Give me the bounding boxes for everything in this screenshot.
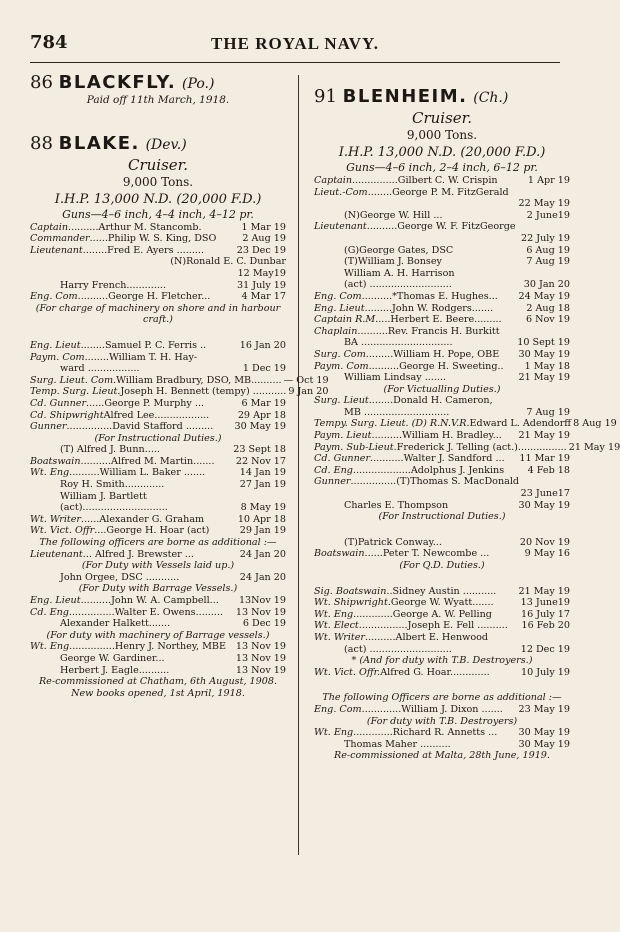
seniority-date: 24 May 19 [518,290,570,302]
rank: Wt. Writer [30,513,82,525]
ship-blenheim-heading [314,86,570,109]
officer-entry [314,704,570,716]
note-line: Re-commissioned at Chatham, 6th August, 1908. [38,676,278,688]
officer-entry [314,500,570,512]
officer-entry [314,314,570,326]
officer-entry [30,340,286,352]
officer-entry [314,245,570,257]
officer-name: ..Sidney Austin ........... [386,585,497,597]
seniority-date: 16 Feb 20 [521,620,570,632]
entry-continuation: 23 June17 [520,488,570,500]
officer-entry [30,525,286,537]
officer-entry [314,291,570,303]
officer-entry [314,597,570,609]
rank: Gunner [30,421,67,433]
rank: Lieutenant [30,244,83,256]
officer-name: ....Herbert E. Beere......... [378,314,502,326]
ship-horsepower: I.H.P. 13,000 N.D. (20,000 F.D.) [338,145,546,160]
seniority-date: 21 May 19 [568,441,620,453]
officer-name: William A. H. Harrison [344,267,455,279]
officer-entry [30,444,286,456]
seniority-date: 6 Dec 19 [242,618,286,630]
officer-entry [30,352,286,364]
officer-name: Edward L. Adendorff [469,418,572,430]
officer-name: ...............(T)Thomas S. MacDonald [350,476,520,488]
officer-entry [314,644,570,656]
officer-entry [30,398,286,410]
spacer [314,572,570,586]
seniority-date: 13 Nov 19 [235,652,286,664]
officer-entry [30,291,286,303]
officer-entry [314,548,570,560]
officer-name: ...............David Stafford ......... [66,421,214,433]
officer-entry [30,572,286,584]
officer-entry [314,349,570,361]
officer-name: George W. Gardiner... [60,652,165,664]
officer-name: ......Philip W. S. King, DSO [89,233,217,245]
officer-entry [314,632,570,644]
rank: Paym. Lieut [314,430,372,442]
officer-entry [30,363,286,375]
officer-name: ........William H. Pope, OBE [368,348,500,360]
ship-name: BLAKE. [58,132,140,154]
column-divider [298,75,299,855]
note-line: The following officers are borne as additional :— [39,537,277,549]
seniority-date: 30 Jan 20 [523,279,570,291]
officer-name: William J. Bartlett [60,490,147,502]
seniority-date: 4 Feb 18 [527,464,570,476]
note-line: (For charge of machinery on shore and in harbour craft.) [35,302,281,326]
seniority-date: 12 Dec 19 [520,643,570,655]
officer-name: ward ................. [60,363,140,375]
officer-entry [314,586,570,598]
officer-entry [314,187,570,199]
officer-entry [314,279,570,291]
officer-entry [30,467,286,479]
officer-name: John Orgee, DSC ........... [60,571,180,583]
officer-entry [30,374,329,387]
officer-name: .........William L. Baker ....... [72,467,206,479]
ship-type: Cruiser. [128,155,188,174]
rank: Temp. Surg. Lieut. [30,386,121,398]
note-line: (For Instructional Duties.) [94,432,222,444]
officer-name: ..........George W. F. FitzGeorge [366,221,516,233]
seniority-date: 21 May 19 [518,372,570,384]
officer-name: ......George P. Murphy ... [86,397,205,409]
officer-name: .........John W. Rodgers....... [364,302,494,314]
rank: Captain [314,175,353,186]
officer-name: ... Alfred J. Brewster ... [82,548,194,560]
rank: Sig. Boatswain [314,585,387,597]
officer-entry [314,418,617,430]
seniority-date: 20 Nov 19 [519,536,570,548]
officer-entry [314,361,570,373]
seniority-date: 1 Mar 19 [241,221,286,233]
officer-name: ......Alexander G. Graham [81,513,205,525]
seniority-date: 23 Sept 18 [233,444,286,456]
ship-number: 86 [30,72,53,93]
entry-continuation: 22 May 19 [518,198,570,210]
officer-entry [30,514,286,526]
officer-entry [30,233,286,245]
entry-continuation: (N)Ronald E. C. Dunbar [170,256,286,268]
officer-name: Frederick J. Telling (act.)................ [396,441,567,453]
officer-name: ...............Gilbert C. W. Crispin [352,175,498,186]
officer-entry [314,221,570,233]
officer-name: Charles E. Thompson [344,499,449,511]
right-column [314,72,620,762]
page-title: THE ROYAL NAVY. [211,34,379,53]
officer-name: William Bradbury, DSO, MB.......... [116,374,282,386]
seniority-date: 13 June19 [520,597,570,609]
officer-entry [314,476,570,488]
officer-list [314,175,620,762]
seniority-date: 9 May 16 [524,548,570,560]
officer-entry [314,175,570,187]
officer-entry [314,303,570,315]
officer-entry [30,549,286,561]
officer-entry [314,537,570,549]
officer-entry [314,739,570,751]
officer-name: ..........Rev. Francis H. Burkitt [357,325,500,337]
seniority-date: 31 July 19 [236,279,286,291]
officer-name: ........Samuel P. C. Ferris .. [80,339,207,351]
officer-entry [30,491,286,503]
rank: Wt. Writer [314,631,366,643]
officer-name: BA .............................. [344,337,453,349]
entry-continuation: 22 July 19 [520,232,570,244]
officer-name: ............William J. Dixon ....... [364,703,503,715]
officer-name: (T) Alfred J. Bunn..... [60,444,160,456]
ship-type: Cruiser. [412,109,472,127]
seniority-date: 2 Aug 18 [526,302,570,314]
rank: Wt. Eng. [314,608,357,620]
officer-name: ......Peter T. Newcombe ... [364,548,490,560]
seniority-date: — Oct 19 [283,374,329,386]
officer-name: ...............Henry J. Northey, MBE [69,641,226,653]
note-line: Re-commissioned at Malta, 28th June, 1919. [334,750,550,762]
officer-name: ..........William H. Bradley... [371,430,502,442]
officer-entry [30,607,286,619]
note-line: (For Q.D. Duties.) [399,560,485,571]
seniority-date: 9 Jan 20 [288,386,329,398]
rank: Surg. Lieut. Com. [30,374,117,386]
header-rule [30,62,560,63]
rank: Gunner [314,476,351,488]
spacer [30,326,286,340]
rank: Eng. Lieut [30,339,81,351]
officer-name: Harry French............. [60,279,167,291]
officer-entry [314,609,570,621]
seniority-date: 13 Nov 19 [235,664,286,676]
rank: Surg. Com. [314,348,369,360]
ship-guns: Guns—4–6 inch, 2–4 inch, 6–12 pr. [346,161,538,174]
rank: Captain [30,221,69,233]
rank: Commander [30,233,90,245]
seniority-date: 11 Mar 19 [519,453,570,465]
officer-name: ........Donald H. Cameron, [368,395,493,407]
page-number: 784 [30,32,68,53]
ship-name: BLACKFLY. [58,72,177,93]
officer-entry [30,641,286,653]
seniority-date: 23 May 19 [518,703,570,715]
ship-port: (Ch.) [473,90,509,106]
officer-entry [30,245,286,257]
seniority-date: 21 May 19 [518,585,570,597]
ship-note: Paid off 11th March, 1918. [86,94,230,106]
rank: Cd. Eng. [314,464,356,476]
seniority-date: 30 May 19 [518,727,570,739]
officer-name: .George W. Wyatt....... [387,597,494,609]
officer-name: (T)Patrick Conway... [344,536,442,548]
officer-entry [314,727,570,739]
officer-entry [30,595,286,607]
seniority-date: 10 Apr 18 [237,513,286,525]
rank: Lieutenant [30,548,83,560]
officer-name: ..........Arthur M. Stancomb. [68,221,202,233]
officer-entry [30,386,329,398]
officer-entry [30,502,286,514]
rank: Lieut.-Com. [314,186,371,198]
rank: Paym. Com [314,360,369,372]
seniority-date: 30 May 19 [518,499,570,511]
officer-entry [314,326,570,338]
officer-entry [30,410,286,422]
ship-guns: Guns—4–6 inch, 4–4 inch, 4–12 pr. [62,207,254,221]
officer-list [30,221,329,700]
officer-name: .......George P. M. FitzGerald [370,186,509,198]
officer-entry [30,665,286,677]
officer-name: ..........John W. A. Campbell... [80,595,219,606]
officer-entry [314,372,570,384]
officer-name: ..........Albert E. Henwood [365,631,489,643]
officer-entry [314,337,570,349]
officer-entry [30,421,286,433]
note-line: The following Officers are borne as additional :— [322,692,562,704]
spacer [314,523,570,537]
entry-continuation: 12 May19 [237,267,286,279]
seniority-date: 13 Nov 19 [235,606,286,618]
ship-port: (Dev.) [145,136,187,153]
officer-name: Roy H. Smith............. [60,479,165,491]
officer-name: ............Richard R. Annetts ... [356,727,498,739]
officer-entry [314,395,570,407]
officer-name: (act) ........................... [344,279,452,291]
officer-entry [314,407,570,419]
officer-name: ................Joseph E. Fell .......... [358,620,508,632]
ship-blackfly-heading [30,72,286,95]
officer-name: ..................Adolphus J. Jenkins [355,464,505,476]
seniority-date: 22 Nov 17 [235,455,286,467]
rank: Paym. Sub-Lieut. [314,441,397,453]
seniority-date: 6 Nov 19 [525,314,570,326]
rank: Eng. Lieut [30,595,81,606]
rank: Eng. Lieut [314,302,365,314]
seniority-date: 7 Aug 19 [526,256,570,268]
note-line: (For duty with machinery of Barrage vessels.) [46,629,270,641]
rank: Chaplain [314,325,358,337]
officer-name: ..........George H. Sweeting.. [368,360,504,372]
rank: Wt. Vict. Offr [30,525,95,537]
officer-name: Joseph H. Bennett (tempy) ........... [120,386,287,398]
seniority-date: 29 Jan 19 [239,525,286,537]
ship-number: 91 [314,86,337,107]
officer-entry [314,465,570,477]
seniority-date: 16 Jan 20 [239,339,286,351]
note-line: (For Instructional Duties.) [378,511,506,523]
officer-name: MB ............................ [344,406,450,418]
seniority-date: 1 Apr 19 [527,175,570,186]
seniority-date: 30 May 19 [518,348,570,360]
seniority-date: 24 Jan 20 [239,548,286,560]
rank: Wt. Eng. [314,727,357,739]
note-line: * (And for duty with T.B. Destroyers.) [351,655,533,667]
seniority-date: 27 Jan 19 [239,479,286,491]
left-column [30,72,329,699]
ship-name: BLENHEIM. [342,86,468,107]
seniority-date: 7 Aug 19 [526,406,570,418]
officer-entry [314,268,570,280]
seniority-date: 10 July 19 [520,666,570,678]
rank: Eng. Com. [314,703,365,715]
officer-entry [314,210,570,222]
ship-horsepower: I.H.P. 13,000 N.D. (20,000 F.D.) [54,191,262,207]
officer-name: ...............Walter E. Owens......... [68,606,224,618]
page-header [30,30,560,54]
officer-entry [30,456,286,468]
rank: Cd. Eng [30,606,69,618]
officer-entry [314,667,570,679]
seniority-date: 6 Mar 19 [241,397,286,409]
seniority-date: 29 Apr 18 [237,409,286,421]
officer-name: (G)George Gates, DSC [344,244,454,256]
seniority-date: 1 May 18 [524,360,570,372]
rank: Wt. Eng [30,641,70,653]
ship-port: (Po.) [182,76,215,92]
officer-entry [30,280,286,292]
officer-entry [314,620,570,632]
ship-blake-heading [30,133,286,156]
officer-name: Herbert J. Eagle.......... [60,664,170,676]
officer-entry [30,222,286,234]
seniority-date: 16 July 17 [520,608,570,620]
seniority-date: 2 Aug 19 [242,233,286,245]
note-line: (For Duty with Vessels laid up.) [81,560,235,572]
seniority-date: 13 Nov 19 [235,641,286,653]
officer-entry [314,441,620,454]
officer-name: ..........*Thomas E. Hughes... [361,290,498,302]
seniority-date: 2 June19 [526,209,570,221]
seniority-date: 8 May 19 [240,502,286,514]
rank: Cd. Shipwright [30,409,104,421]
officer-name: William Lindsay ....... [344,372,447,384]
note-line: (For Duty with Barrage Vessels.) [78,583,238,595]
officer-name: (T)William J. Bonsey [344,256,442,268]
officer-name: ..........George H. Fletcher... [77,291,211,303]
rank: Eng. Com [30,291,78,303]
officer-entry [30,479,286,491]
rank: Wt. Elect [314,620,359,632]
rank: Wt. Shipwright [314,597,388,609]
officer-name: ....George H. Hoar (act) [94,525,210,537]
rank: Boatswain [30,455,81,467]
rank: Wt. Vict. Offr. [314,666,381,678]
ship-number: 88 [30,132,53,154]
officer-name: Alfred G. Hoar............. [380,666,490,678]
officer-name: (act)............................ [60,502,168,514]
rank: Cd. Gunner [30,397,87,409]
seniority-date: 1 Dec 19 [242,363,286,375]
spacer [314,678,570,692]
rank: Tempy. Surg. Lieut. (D) R.N.V.R. [314,418,470,430]
rank: Captain R.M. [314,314,379,326]
note-line: (For duty with T.B. Destroyers) [366,715,518,727]
seniority-date: 10 Sept 19 [517,337,570,349]
officer-name: Alfred Lee.................. [103,409,210,421]
seniority-date: 30 May 19 [234,421,286,433]
rank: Paym. Com [30,351,85,363]
seniority-date: 8 Aug 19 [573,418,617,430]
officer-entry [30,653,286,665]
officer-entry [314,453,570,465]
rank: Lieutenant [314,221,367,233]
rank: Surg. Lieut [314,395,369,407]
note-line: New books opened, 1st April, 1918. [71,687,245,699]
seniority-date: 30 May 19 [518,738,570,750]
seniority-date: 24 Jan 20 [239,571,286,583]
seniority-date: 23 Dec 19 [236,244,286,256]
officer-entry [30,618,286,630]
officer-name: Alexander Halkett....... [60,618,171,630]
officer-name: Thomas Maher .......... [344,738,451,750]
officer-entry [314,256,570,268]
seniority-date: 21 May 19 [518,430,570,442]
officer-name: ........William T. H. Hay- [84,351,198,363]
ship-tonnage: 9,000 Tons. [122,174,194,189]
officer-name: (act) ........................... [344,643,452,655]
officer-name: ...........Walter J. Sandford ... [370,453,505,465]
seniority-date: 14 Jan 19 [239,467,286,479]
seniority-date: 13Nov 19 [238,595,286,606]
officer-name: ........Fred E. Ayers ......... [82,244,205,256]
officer-name: ............George A. W. Pelling [356,608,492,620]
rank: Eng. Com [314,290,362,302]
ship-tonnage: 9,000 Tons. [406,128,478,142]
rank: Cd. Gunner [314,453,371,465]
officer-entry [314,430,570,442]
seniority-date: 6 Aug 19 [526,244,570,256]
rank: Boatswain [314,548,365,560]
officer-name: (N)George W. Hill ... [344,209,443,221]
note-line: (For Victualling Duties.) [383,383,501,395]
seniority-date: 4 Mar 17 [241,291,286,303]
officer-name: ..........Alfred M. Martin....... [80,455,215,467]
rank: Wt. Eng. [30,467,73,479]
